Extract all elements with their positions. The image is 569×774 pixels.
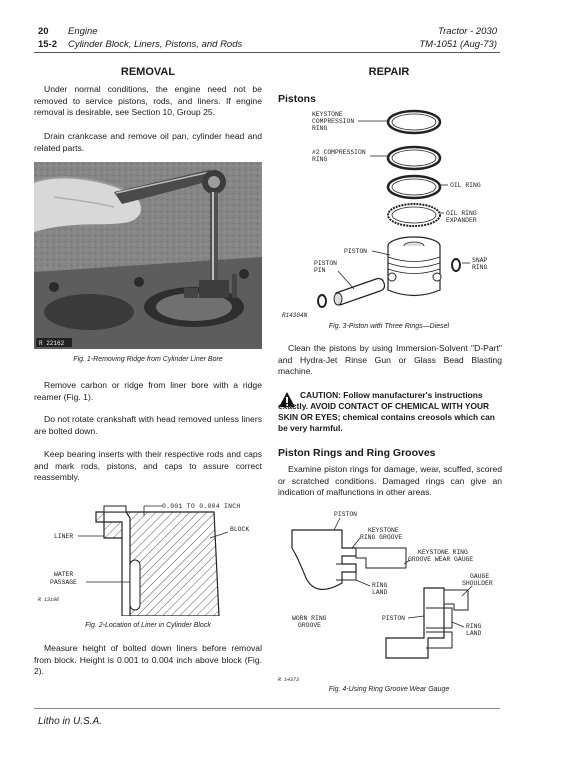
passage-label: PASSAGE [50, 579, 77, 586]
dimension-label: 0.001 TO 0.004 INCH [162, 503, 241, 510]
page-number: 20 [38, 26, 49, 37]
gauge-label-2: GROOVE WEAR GAUGE [408, 556, 474, 563]
fig3-tag: R14304N [282, 312, 308, 319]
snap-label-2: RING [472, 264, 488, 271]
snap-label-1: SNAP [472, 257, 488, 264]
examine-rings-paragraph: Examine piston rings for damage, wear, scuffed, scored or scratched conditions. Damaged rings can give an indication of malfunctions in other areas. [278, 464, 502, 498]
worn-groove-label-1: WORN RING [292, 615, 327, 622]
ring-land2-label-2: LAND [466, 630, 482, 637]
header-rule [34, 52, 500, 53]
keystone-groove-label-1: KEYSTONE [368, 527, 399, 534]
ring-land2-label-1: RING [466, 623, 482, 630]
liner-label: LINER [54, 533, 74, 540]
pin-label-1: PISTON [314, 260, 338, 267]
fig2-tag: R 13196 [38, 597, 60, 603]
ring-land-label-2: LAND [372, 589, 388, 596]
expander-label-2: EXPANDER [446, 217, 477, 224]
removal-paragraph-6: Measure height of bolted down liners before removal from block. Height is 0.001 to 0.004 inch above block (Fig. 2). [34, 643, 262, 677]
ridge-reamer-photo [34, 162, 262, 349]
removal-heading: REMOVAL [120, 66, 176, 78]
ring-groove-gauge-diagram [276, 508, 502, 683]
keystone-label-3: RING [312, 125, 328, 132]
fig3-caption: Fig. 3-Piston with Three Rings—Diesel [328, 323, 450, 330]
keystone-label-1: KEYSTONE [312, 111, 343, 118]
rings-grooves-subheading: Piston Rings and Ring Grooves [278, 447, 436, 459]
footer-litho: Litho in U.S.A. [38, 716, 102, 727]
fig4-piston-mid-label: PISTON [382, 615, 406, 622]
gauge-shoulder-label-1: GAUGE [470, 573, 490, 580]
section-number: 15-2 [38, 39, 58, 50]
header-manual-id: TM-1051 (Aug-73) [419, 39, 497, 50]
oil-ring-label: OIL RING [450, 182, 481, 189]
worn-groove-label-2: GROOVE [298, 622, 322, 629]
fig2-caption: Fig. 2-Location of Liner in Cylinder Block [85, 622, 211, 629]
photo-tag: R 22162 [39, 340, 65, 347]
piston-rings-diagram [276, 105, 502, 320]
piston-label: PISTON [344, 248, 368, 255]
header-tractor-model: Tractor - 2030 [438, 26, 497, 37]
fig4-tag: R 14373 [278, 677, 300, 683]
removal-paragraph-5: Keep bearing inserts with their respective rods and caps and mark rods, pistons, and caps to assure correct reassembly. [34, 449, 262, 483]
removal-paragraph-2: Drain crankcase and remove oil pan, cylinder head and related parts. [34, 131, 262, 153]
pin-label-2: PIN [314, 267, 326, 274]
clean-pistons-paragraph: Clean the pistons by using Immersion-Solvent "D-Part" and Hydra-Jet Rinse Gun or Glass Bead Blasting machine. [278, 343, 502, 377]
gauge-label-1: KEYSTONE RING [418, 549, 468, 556]
keystone-groove-label-2: RING GROOVE [360, 534, 403, 541]
second-ring-label-2: RING [312, 156, 328, 163]
expander-label-1: OIL RING [446, 210, 477, 217]
header-subtitle: Cylinder Block, Liners, Pistons, and Rods [68, 39, 243, 50]
footer-rule [34, 708, 500, 709]
repair-heading: REPAIR [368, 66, 410, 78]
pistons-subheading: Pistons [278, 93, 316, 105]
water-label: WATER [54, 571, 74, 578]
fig4-caption: Fig. 4-Using Ring Groove Wear Gauge [328, 686, 450, 693]
fig4-piston-top-label: PISTON [334, 511, 358, 518]
header-title: Engine [68, 26, 98, 37]
second-ring-label-1: #2 COMPRESSION [312, 149, 366, 156]
ring-land-label-1: RING [372, 582, 388, 589]
fig1-caption: Fig. 1-Removing Ridge from Cylinder Liner Bore [73, 356, 223, 363]
gauge-shoulder-label-2: SHOULDER [462, 580, 493, 587]
block-label: BLOCK [230, 526, 250, 533]
keystone-label-2: COMPRESSION [312, 118, 355, 125]
removal-paragraph-1: Under normal conditions, the engine need not be removed to service pistons, rods, and liners. If engine removal is desirable, see Section 10, Group 25. [34, 84, 262, 118]
caution-notice: CAUTION: Follow manufacturer's instructions exactly. AVOID CONTACT OF CHEMICAL WITH YOUR SKIN OR EYES; chemical contains creosols which can be very harmful. [278, 390, 495, 433]
liner-location-diagram [34, 498, 262, 616]
removal-paragraph-3: Remove carbon or ridge from liner bore with a ridge reamer (Fig. 1). [34, 380, 262, 402]
removal-paragraph-4: Do not rotate crankshaft with head removed unless liners are bolted down. [34, 414, 262, 436]
